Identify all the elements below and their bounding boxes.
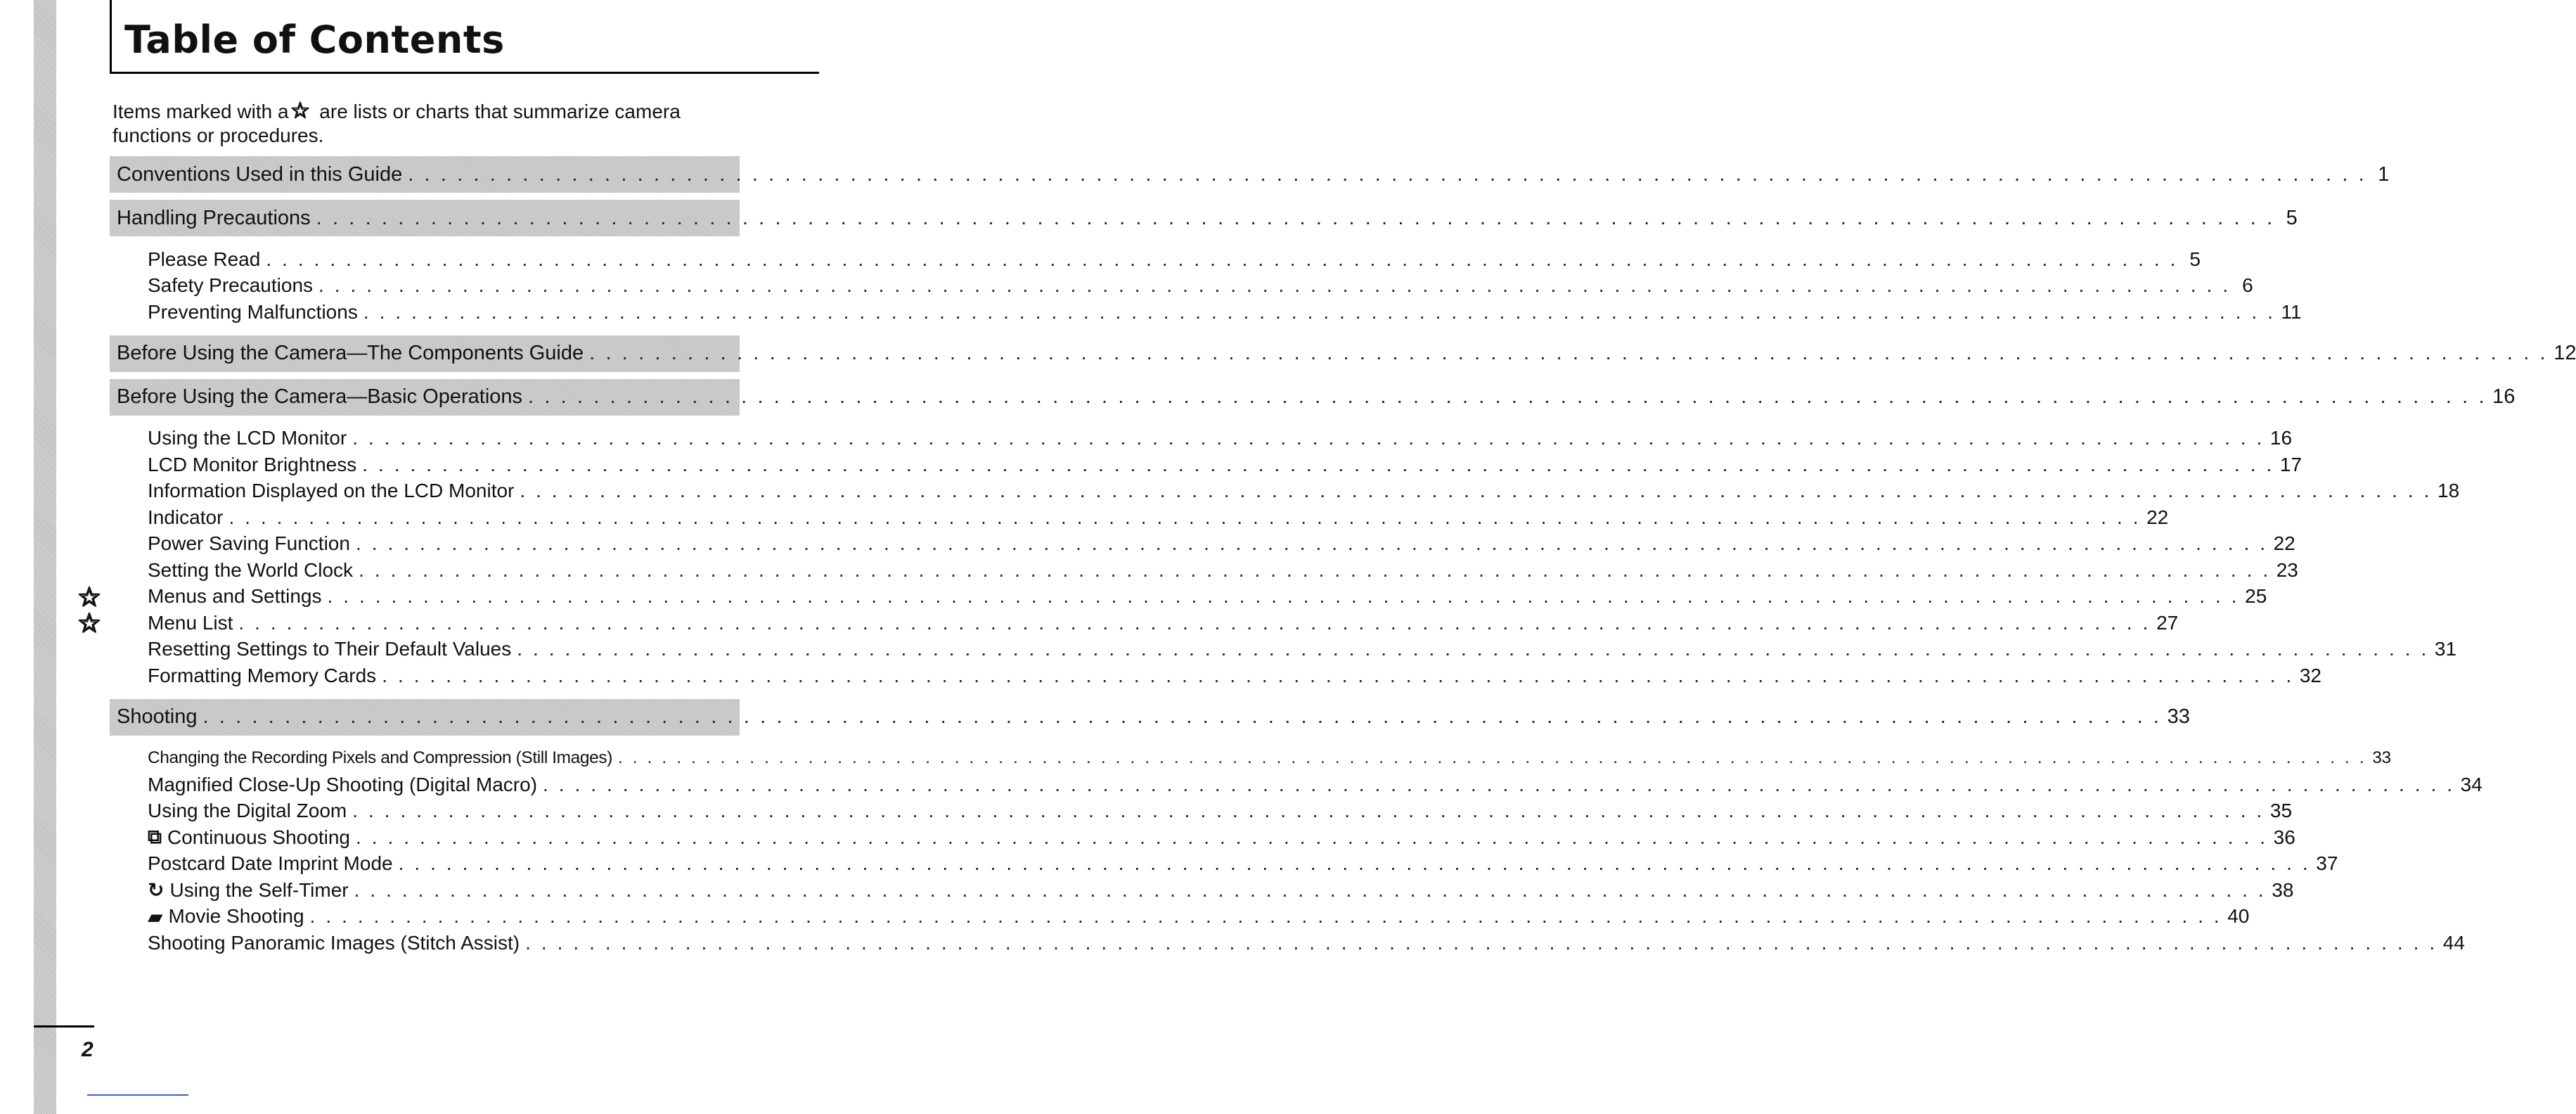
dot-leader: . . . . . . . . . . . . . . . . . . . . . . . . . . . . . . . . . . . . . . . . . . . . . . . . . . . . . . . . . . . . . . . . . . . . . . . . . . . . . . . . . . . . . . . . . . . . . . . . . . . . . . . . . . . . . . . . . . . . . . . .	[354, 878, 2267, 901]
toc-item-entry[interactable]	[110, 299, 2302, 326]
toc-page-number: 37	[2316, 852, 2338, 875]
toc-entry-label: Setting the World Clock	[148, 558, 354, 581]
toc-entry-label: LCD Monitor Brightness	[148, 453, 357, 475]
dot-leader: . . . . . . . . . . . . . . . . . . . . . . . . . . . . . . . . . . . . . . . . . . . . . . . . . . . . . . . . . . . . . . . . . . . . . . . . . . . . . . . . . . . . . . . . . . . . . . . . . . . . . . . . . . . . . . . . . . . . . . . .	[309, 905, 2222, 928]
toc-entry-label: Power Saving Function	[148, 532, 350, 555]
dot-leader: . . . . . . . . . . . . . . . . . . . . . . . . . . . . . . . . . . . . . . . . . . . . . . . . . . . . . . . . . . . . . . . . . . . . . . . . . . . . . . . . . . . . . . . . . . . . . . . . . . . . . . . . . . . . . . . . . . . . . . . .	[352, 800, 2265, 822]
toc-page-number: 32	[2299, 664, 2321, 686]
dot-leader: . . . . . . . . . . . . . . . . . . . . . . . . . . . . . . . . . . . . . . . . . . . . . . . . . . . . . . . . . . . . . . . . . . . . . . . . . . . . . . . . . . . . . . . . . . . . . . . . . . . . . . . . . . . . . . . . . . . . . . . .	[382, 664, 2294, 686]
toc-entry-label: Conventions Used in this Guide	[117, 162, 403, 186]
toc-page-number: 12	[2554, 342, 2576, 364]
toc-page-number: 22	[2146, 506, 2169, 528]
toc-entry-label: Please Read	[148, 248, 261, 270]
toc-item-entry[interactable]	[110, 930, 2465, 956]
dot-leader: . . . . . . . . . . . . . . . . . . . . . . . . . . . . . . . . . . . . . . . . . . . . . . . . . . . . . . . . . . . . . . . . . . . . . . . . . . . . . . . . . . . . . . . . . . . . . . . . . . . . . . . . . . . . . . . . . . . . . . . .	[327, 585, 2240, 608]
toc-entry-label: Movie Shooting	[168, 905, 304, 928]
dot-leader: . . . . . . . . . . . . . . . . . . . . . . . . . . . . . . . . . . . . . . . . . . . . . . . . . . . . . . . . . . . . . . . . . . . . . . . . . . . . . . . . . . . . . . . . . . . . . . . . . . . . . . . . . . . . . . . . . . . . . . . .	[398, 852, 2311, 875]
toc-page-number: 18	[2437, 480, 2460, 502]
toc-page-number: 5	[2189, 248, 2201, 270]
toc-entry-label: Using the Digital Zoom	[148, 800, 347, 822]
dot-leader: . . . . . . . . . . . . . . . . . . . . . . . . . . . . . . . . . . . . . . . . . . . . . . . . . . . . . . . . . . . . . . . . . . . . . . . . . . . . . . . . . . . . . . . . . . . . . . . . . . . . . . . . . . . . . . . . . . . . . . . .	[363, 300, 2276, 323]
dot-leader: . . . . . . . . . . . . . . . . . . . . . . . . . . . . . . . . . . . . . . . . . . . . . . . . . . . . . . . . . . . . . . . . . . . . . . . . . . . . . . . . . . . . . . . . . . . . . . . . . . . . . . . . . . . . . . . . . . . . . . . .	[228, 506, 2142, 528]
toc-page-number: 17	[2279, 453, 2303, 475]
toc-page-number: 27	[2156, 611, 2179, 634]
toc-entry-label: Formatting Memory Cards	[148, 664, 377, 686]
footer-rule	[34, 1025, 94, 1027]
dot-leader: . . . . . . . . . . . . . . . . . . . . . . . . . . . . . . . . . . . . . . . . . . . . . . . . . . . . . . . . . . . . . . . . . . . . . . . . . . . . . . . . . . . . . . . . . . . . . . . . . . . . . . . . . . . . . . . . . . . . . . . .	[352, 427, 2265, 449]
intro-after-star: are lists or charts that summarize camera functions or procedures.	[112, 101, 681, 146]
table-of-contents	[110, 156, 2576, 956]
toc-page-number: 33	[2372, 748, 2391, 768]
toc-item-entry[interactable]	[110, 504, 2169, 531]
toc-item-entry[interactable]	[110, 273, 2253, 300]
dot-leader: . . . . . . . . . . . . . . . . . . . . . . . . . . . . . . . . . . . . . . . . . . . . . . . . . . . . . . . . . . . . . . . . . . . . . . . . . . . . . . . . . . . . . . . . . . . . . . . . . . . . . . . . . . . . . . . . . . . . . . . .	[362, 453, 2274, 475]
dot-leader: . . . . . . . . . . . . . . . . . . . . . . . . . . . . . . . . . . . . . . . . . . . . . . . . . . . . . . . . . . . . . . . . . . . . . . . . . . . . . . . . . . . . . . . . . . . . . . . . . . . . . . . . . . . . . . . . . . . . . . . .	[355, 532, 2268, 555]
toc-section-entry[interactable]	[110, 379, 2516, 416]
toc-entry-label: Handling Precautions	[117, 206, 311, 229]
toc-entry-label: Before Using the Camera—The Components Guide	[117, 342, 584, 364]
toc-item-entry[interactable]	[110, 772, 2482, 798]
dot-leader: . . . . . . . . . . . . . . . . . . . . . . . . . . . . . . . . . . . . . . . . . . . . . . . . . . . . . . . . . . . . . . . . . . . . . . . . . . . . . . . . . . . . . . . . . . . . . . . . . . . . . . . . . . . . . . . . . . . . . . . .	[520, 480, 2433, 502]
dot-leader: . . . . . . . . . . . . . . . . . . . . . . . . . . . . . . . . . . . . . . . . . . . . . . . . . . . . . . . . . . . . . . . . . . . . . . . . . . . . . . . . . . . . . . . . . . . . . . . . . . . . . . . . . . . . . . . . . . . . . . . .	[528, 385, 2487, 408]
toc-entry-label: Shooting Panoramic Images (Stitch Assist)	[148, 931, 520, 954]
toc-item-entry[interactable]	[110, 610, 2179, 636]
star-outline-icon	[77, 611, 101, 635]
toc-entry-label: Indicator	[148, 506, 224, 528]
dot-leader: . . . . . . . . . . . . . . . . . . . . . . . . . . . . . . . . . . . . . . . . . . . . . . . . . . . . . . . . . . . . . . . . . . . . . . . . . . . . . . . . . . . . . . . . . . . . . . . . . . . . . . . . . . . . . . . . . . . . . . . .	[589, 342, 2549, 364]
toc-entry-label: Before Using the Camera—Basic Operations	[117, 385, 523, 408]
toc-page-number: 11	[2281, 300, 2302, 323]
movie-camera-icon: ▰	[148, 905, 163, 928]
toc-page-number: 1	[2378, 162, 2390, 186]
title-block	[110, 0, 819, 74]
toc-section-entry[interactable]	[110, 699, 2190, 736]
toc-page-number: 33	[2167, 705, 2190, 728]
dot-leader: . . . . . . . . . . . . . . . . . . . . . . . . . . . . . . . . . . . . . . . . . . . . . . . . . . . . . . . . . . . . . . . . . . . . . . . . . . . . . . . . . . . . . . . . . . . . . . . . . . . . . . . . . . . . . . . . . . . . . . . .	[266, 248, 2178, 270]
toc-page-number: 16	[2269, 427, 2293, 449]
toc-item-entry[interactable]	[110, 904, 2250, 930]
self-timer-icon: ↻	[148, 879, 165, 902]
toc-page-number: 36	[2273, 826, 2295, 848]
side-tab-strip	[34, 0, 56, 1114]
star-outline-icon	[77, 585, 101, 609]
toc-entry-label: Menu List	[148, 611, 233, 634]
toc-page-number: 31	[2434, 638, 2457, 660]
toc-item-entry[interactable]	[110, 851, 2338, 878]
toc-entry-label: Using the LCD Monitor	[148, 427, 347, 449]
toc-page-number: 5	[2286, 206, 2298, 229]
page-number: 2	[82, 1038, 94, 1061]
toc-page-number: 38	[2272, 878, 2294, 901]
dot-leader: . . . . . . . . . . . . . . . . . . . . . . . . . . . . . . . . . . . . . . . . . . . . . . . . . . . . . . . . . . . . . . . . . . . . . . . . . . . . . . . . . . . . . . . . . . . . . . . . . . . . . . . . . . . . . . . . . . . . . . . .	[517, 638, 2429, 660]
toc-item-entry[interactable]	[110, 662, 2321, 689]
toc-section-entry[interactable]	[110, 200, 2298, 236]
toc-item-entry[interactable]	[110, 557, 2298, 584]
continuous-shooting-icon: ⧉	[148, 826, 162, 848]
toc-entry-label: Changing the Recording Pixels and Compression (Still Images)	[148, 748, 612, 768]
toc-section-entry[interactable]	[110, 335, 2576, 372]
toc-entry-label: Safety Precautions	[148, 274, 314, 297]
toc-entry-label: Postcard Date Imprint Mode	[148, 852, 393, 875]
toc-item-entry[interactable]	[110, 246, 2201, 273]
toc-section-entry[interactable]	[110, 156, 2390, 193]
dot-leader: . . . . . . . . . . . . . . . . . . . . . . . . . . . . . . . . . . . . . . . . . . . . . . . . . . . . . . . . . . . . . . . . . . . . . . . . . . . . . . . . . . . . . . . . . . . . . . . . . . . . . . . . . . . . . . . . . . . . . . . .	[202, 705, 2162, 728]
toc-page-number: 6	[2242, 274, 2253, 297]
toc-entry-label: Information Displayed on the LCD Monitor	[148, 480, 515, 502]
toc-item-entry[interactable]	[110, 584, 2267, 610]
dot-leader: . . . . . . . . . . . . . . . . . . . . . . . . . . . . . . . . . . . . . . . . . . . . . . . . . . . . . . . . . . . . . . . . . . . . . . . . . . . . . . . . . . . . . . . . . . . . . . . . . . . . . . . . . . . . . . . . . . . . . . . .	[316, 206, 2275, 229]
dot-leader: . . . . . . . . . . . . . . . . . . . . . . . . . . . . . . . . . . . . . . . . . . . . . . . . . . . . . . . . . . . . . . . . . . . . . . . . . . . . . . . . . . . . . . . . . . . . . . . . . . . . . . . . . . . . . . . . . . . . . . . .	[355, 826, 2268, 848]
toc-item-entry[interactable]	[110, 824, 2295, 851]
toc-page-number: 35	[2269, 800, 2293, 822]
dot-leader: . . . . . . . . . . . . . . . . . . . . . . . . . . . . . . . . . . . . . . . . . . . . . . . . . . . . . . . . . . . . . . . . . . . . . . . . . . . . . . . . . . . . . . . . . . . . . . . . . . . . . . . . . . . . . . . . . . . . . . . .	[543, 773, 2455, 795]
dot-leader: . . . . . . . . . . . . . . . . . . . . . . . . . . . . . . . . . . . . . . . . . . . . . . . . . . . . . . . . . . . . . . . . . . . . . . . . . . . . . . . . . . . . . . . . . . . . . . . . . . . . . . . . . . . . . . . . . . . . . . . .	[525, 931, 2437, 954]
toc-entry-label: Using the Self-Timer	[169, 878, 349, 901]
toc-page-number: 44	[2442, 931, 2465, 954]
toc-item-entry[interactable]	[110, 877, 2294, 904]
toc-item-entry[interactable]	[110, 798, 2293, 825]
toc-item-entry[interactable]	[110, 745, 2391, 772]
toc-entry-label: Continuous Shooting	[167, 826, 350, 848]
toc-entry-label: Preventing Malfunctions	[148, 300, 358, 323]
toc-item-entry[interactable]	[110, 478, 2460, 505]
star-outline-icon	[290, 101, 310, 120]
dot-leader: . . . . . . . . . . . . . . . . . . . . . . . . . . . . . . . . . . . . . . . . . . . . . . . . . . . . . . . . . . . . . . . . . . . . . . . . . . . . . . . . . . . . . . . . . . . . . . . . . . . . . . . . . . . . . . . . . . . . . . . .	[318, 274, 2231, 297]
toc-item-entry[interactable]	[110, 452, 2303, 478]
toc-page-number: 25	[2245, 585, 2267, 608]
toc-page-number: 34	[2460, 773, 2482, 795]
toc-entry-label: Menus and Settings	[148, 585, 322, 608]
page-title: Table of Contents	[124, 18, 505, 62]
toc-item-entry[interactable]	[110, 425, 2293, 452]
toc-entry-label: Shooting	[117, 705, 198, 728]
intro-text	[112, 100, 745, 148]
toc-entry-label: Magnified Close-Up Shooting (Digital Macro)	[148, 773, 538, 795]
toc-item-entry[interactable]	[110, 636, 2457, 663]
toc-page-number: 22	[2273, 532, 2295, 555]
dot-leader: . . . . . . . . . . . . . . . . . . . . . . . . . . . . . . . . . . . . . . . . . . . . . . . . . . . . . . . . . . . . . . . . . . . . . . . . . . . . . . . . . . . . . . . . . . . . . . . . . . . . . . . . . . . . . . . . . . . . . . . .	[408, 162, 2367, 186]
footer-link-underline	[87, 1094, 188, 1096]
toc-item-entry[interactable]	[110, 531, 2295, 558]
dot-leader: . . . . . . . . . . . . . . . . . . . . . . . . . . . . . . . . . . . . . . . . . . . . . . . . . . . . . . . . . . . . . . . . . . . . . . . . . . . . . . . . . . . . . . . . . . . . . . . . . . . . . . . . . . . . . . . . . . . . . . . .	[359, 558, 2271, 581]
intro-before-star: Items marked with a	[112, 101, 289, 122]
dot-leader: . . . . . . . . . . . . . . . . . . . . . . . . . . . . . . . . . . . . . . . . . . . . . . . . . . . . . . . . . . . . . . . . . . . . . . . . . . . . . . . . . . . . . . . . . . . . . . . . . . . . . . . . . . . . . . . . . . . . . . . .	[617, 748, 2367, 768]
toc-entry-label: Resetting Settings to Their Default Values	[148, 638, 512, 660]
dot-leader: . . . . . . . . . . . . . . . . . . . . . . . . . . . . . . . . . . . . . . . . . . . . . . . . . . . . . . . . . . . . . . . . . . . . . . . . . . . . . . . . . . . . . . . . . . . . . . . . . . . . . . . . . . . . . . . . . . . . . . . .	[238, 611, 2151, 634]
toc-page-number: 23	[2276, 558, 2298, 581]
toc-page-number: 16	[2492, 385, 2516, 408]
toc-page-number: 40	[2227, 905, 2250, 928]
